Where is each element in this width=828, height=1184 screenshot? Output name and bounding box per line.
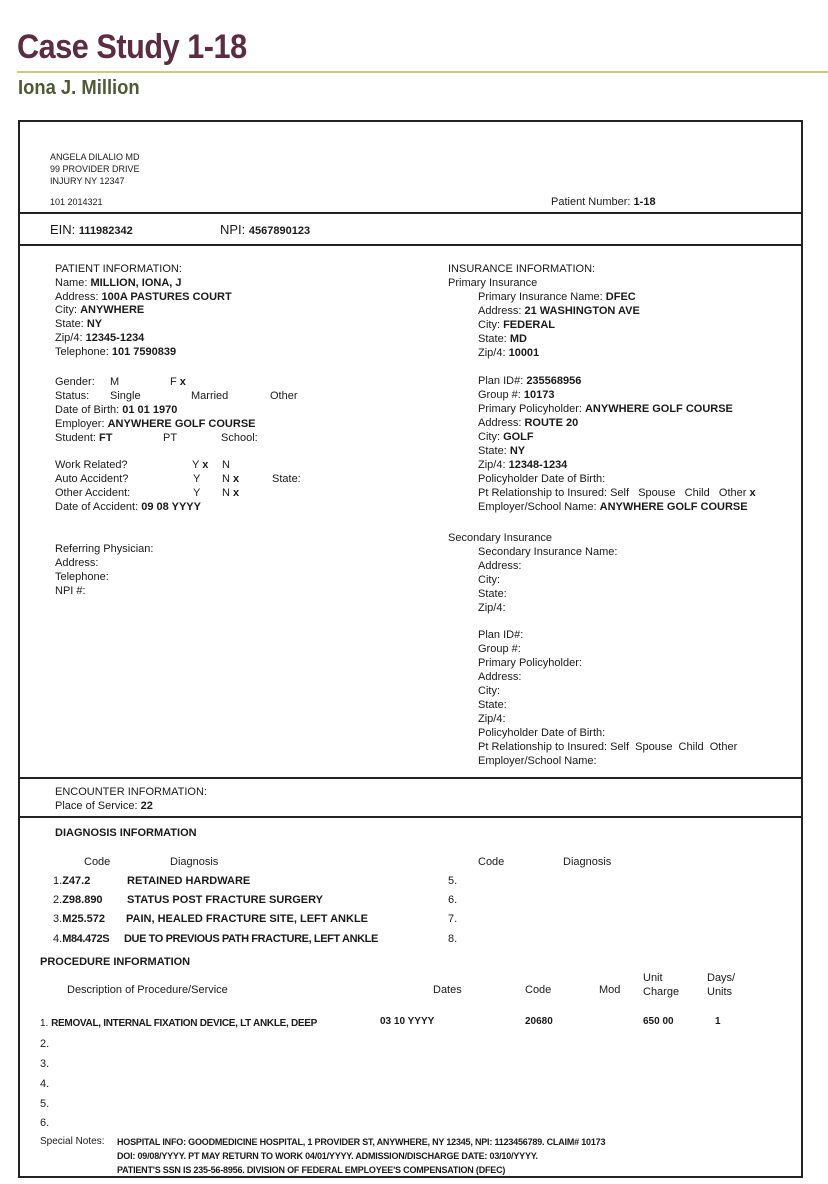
status-other: Other — [270, 390, 298, 402]
diagnosis-desc-header: Diagnosis — [170, 856, 219, 868]
primary-insurance-city: City: FEDERAL — [478, 319, 556, 331]
secondary-label: State: — [478, 588, 507, 600]
patient-city: City: ANYWHERE — [55, 304, 145, 316]
diagnosis-desc-header: Diagnosis — [563, 856, 612, 868]
primary-employer: Employer/School Name: ANYWHERE GOLF COURSE — [478, 501, 748, 513]
secondary-label: Address: — [478, 560, 522, 572]
patient-address: Address: 100A PASTURES COURT — [55, 291, 232, 303]
secondary-label: Address: — [478, 671, 522, 683]
procedure-unit-header: Unit — [643, 972, 663, 984]
referring-phone-label: Telephone: — [55, 571, 109, 583]
procedure-row: 1. REMOVAL, INTERNAL FIXATION DEVICE, LT ANKLE, DEEP — [40, 1018, 317, 1029]
procedure-heading: PROCEDURE INFORMATION — [40, 956, 191, 968]
section-divider — [18, 777, 803, 779]
diagnosis-row: 2.Z98.890 — [53, 894, 103, 906]
secondary-label: Pt Relationship to Insured: Self Spouse Child Other — [478, 741, 738, 753]
secondary-insurance-heading: Secondary Insurance — [448, 532, 552, 544]
procedure-row-num: 3. — [40, 1058, 50, 1070]
secondary-label: Policyholder Date of Birth: — [478, 727, 606, 739]
diagnosis-heading: DIAGNOSIS INFORMATION — [55, 827, 197, 839]
status-single: Single — [110, 390, 141, 402]
primary-insurance-zip: Zip/4: 10001 — [478, 347, 540, 359]
plan-id: Plan ID#: 235568956 — [478, 375, 582, 387]
patient-name: Name: MILLION, IONA, J — [55, 277, 182, 289]
secondary-label: City: — [478, 574, 500, 586]
procedure-charge: 650 00 — [643, 1016, 674, 1027]
place-of-service: Place of Service: 22 — [55, 800, 153, 812]
procedure-code-header: Code — [525, 984, 552, 996]
patient-phone: Telephone: 101 7590839 — [55, 346, 177, 358]
section-divider — [18, 816, 803, 818]
diagnosis-row-num: 8. — [448, 933, 458, 945]
title-rule — [17, 71, 828, 73]
secondary-label: Plan ID#: — [478, 629, 524, 641]
secondary-label: City: — [478, 685, 500, 697]
diagnosis-desc: PAIN, HEALED FRACTURE SITE, LEFT ANKLE — [126, 913, 368, 925]
status-married: Married — [191, 390, 229, 402]
diagnosis-row-num: 6. — [448, 894, 458, 906]
special-notes-line: PATIENT'S SSN IS 235-56-8956. DIVISION OF FEDERAL EMPLOYEE'S COMPENSATION (DFEC) — [117, 1165, 506, 1175]
provider-phone: 101 2014321 — [50, 197, 103, 207]
patient-heading: PATIENT INFORMATION: — [55, 263, 182, 275]
accident-state-label: State: — [272, 473, 301, 485]
accident-date: Date of Accident: 09 08 YYYY — [55, 501, 201, 513]
procedure-mod-header: Mod — [599, 984, 621, 996]
other-accident-no: N x — [222, 487, 240, 499]
policyholder-address: Address: ROUTE 20 — [478, 417, 579, 429]
primary-insurance-heading: Primary Insurance — [448, 277, 538, 289]
diagnosis-desc: DUE TO PREVIOUS PATH FRACTURE, LEFT ANKLE — [124, 933, 378, 945]
auto-accident-no: N x — [222, 473, 240, 485]
work-related-label: Work Related? — [55, 459, 128, 471]
patient-state: State: NY — [55, 318, 103, 330]
gender-label: Gender: — [55, 376, 95, 388]
secondary-label: Secondary Insurance Name: — [478, 546, 618, 558]
procedure-units-header: Units — [707, 986, 733, 998]
diagnosis-row-num: 5. — [448, 875, 458, 887]
secondary-label: State: — [478, 699, 507, 711]
provider-city: INJURY NY 12347 — [50, 176, 125, 186]
provider-name: ANGELA DILALIO MD — [50, 152, 140, 162]
section-divider — [18, 212, 803, 214]
special-notes-line: DOI: 09/08/YYYY. PT MAY RETURN TO WORK 04/01/YYYY. ADMISSION/DISCHARGE DATE: 03/10/YYYY. — [117, 1151, 538, 1161]
primary-insurance-name: Primary Insurance Name: DFEC — [478, 291, 636, 303]
patient-subtitle: Iona J. Million — [18, 77, 140, 99]
procedure-dates-header: Dates — [433, 984, 462, 996]
secondary-label: Group #: — [478, 643, 521, 655]
diagnosis-code-header: Code — [84, 856, 111, 868]
auto-accident-yes: Y — [193, 473, 201, 485]
patient-number: Patient Number: 1-18 — [551, 196, 656, 208]
ein: EIN: 111982342 — [50, 222, 133, 237]
student-pt: PT — [163, 432, 178, 444]
procedure-units: 1 — [715, 1016, 721, 1027]
secondary-label: Zip/4: — [478, 713, 506, 725]
section-divider — [18, 244, 803, 246]
primary-policyholder: Primary Policyholder: ANYWHERE GOLF COURSE — [478, 403, 733, 415]
relationship-to-insured: Pt Relationship to Insured: Self Spouse Child Other x — [478, 487, 756, 499]
school-label: School: — [221, 432, 258, 444]
patient-zip: Zip/4: 12345-1234 — [55, 332, 145, 344]
special-notes-label: Special Notes: — [40, 1136, 105, 1147]
secondary-label: Zip/4: — [478, 602, 506, 614]
encounter-heading: ENCOUNTER INFORMATION: — [55, 786, 207, 798]
status-label: Status: — [55, 390, 90, 402]
secondary-label: Employer/School Name: — [478, 755, 597, 767]
special-notes-line: HOSPITAL INFO: GOODMEDICINE HOSPITAL, 1 PROVIDER ST, ANYWHERE, NY 12345, NPI: 1123456789. CLAIM# 10173 — [117, 1137, 606, 1147]
student-label: Student: FT — [55, 432, 113, 444]
procedure-charge-header: Charge — [643, 986, 680, 998]
insurance-heading: INSURANCE INFORMATION: — [448, 263, 596, 275]
secondary-label: Primary Policyholder: — [478, 657, 582, 669]
referring-address-label: Address: — [55, 557, 99, 569]
diagnosis-desc: RETAINED HARDWARE — [127, 875, 251, 887]
primary-insurance-state: State: MD — [478, 333, 527, 345]
policyholder-zip: Zip/4: 12348-1234 — [478, 459, 568, 471]
diagnosis-row-num: 7. — [448, 913, 458, 925]
patient-dob: Date of Birth: 01 01 1970 — [55, 404, 178, 416]
group-number: Group #: 10173 — [478, 389, 555, 401]
procedure-row-num: 6. — [40, 1117, 50, 1129]
npi: NPI: 4567890123 — [220, 222, 311, 237]
diagnosis-row: 4.M84.472S — [53, 933, 110, 945]
primary-insurance-address: Address: 21 WASHINGTON AVE — [478, 305, 640, 317]
policyholder-city: City: GOLF — [478, 431, 534, 443]
referring-npi-label: NPI #: — [55, 585, 86, 597]
gender-m: M — [110, 376, 120, 388]
procedure-desc-header: Description of Procedure/Service — [67, 984, 228, 996]
other-accident-yes: Y — [193, 487, 201, 499]
procedure-days-header: Days/ — [707, 972, 736, 984]
policyholder-dob-label: Policyholder Date of Birth: — [478, 473, 606, 485]
work-related-no: N — [222, 459, 230, 471]
procedure-row-num: 5. — [40, 1098, 50, 1110]
gender-f: F x — [170, 376, 186, 388]
work-related-yes: Y x — [192, 459, 209, 471]
provider-street: 99 PROVIDER DRIVE — [50, 164, 140, 174]
diagnosis-row: 3.M25.572 — [53, 913, 105, 925]
patient-employer: Employer: ANYWHERE GOLF COURSE — [55, 418, 256, 430]
diagnosis-code-header: Code — [478, 856, 505, 868]
auto-accident-label: Auto Accident? — [55, 473, 129, 485]
procedure-row-num: 2. — [40, 1038, 50, 1050]
diagnosis-desc: STATUS POST FRACTURE SURGERY — [127, 894, 323, 906]
procedure-date: 03 10 YYYY — [380, 1016, 435, 1027]
procedure-row-num: 4. — [40, 1078, 50, 1090]
policyholder-state: State: NY — [478, 445, 526, 457]
procedure-code: 20680 — [525, 1016, 553, 1027]
referring-physician-label: Referring Physician: — [55, 543, 154, 555]
page-title: Case Study 1-18 — [17, 28, 247, 66]
diagnosis-row: 1.Z47.2 — [53, 875, 91, 887]
other-accident-label: Other Accident: — [55, 487, 131, 499]
